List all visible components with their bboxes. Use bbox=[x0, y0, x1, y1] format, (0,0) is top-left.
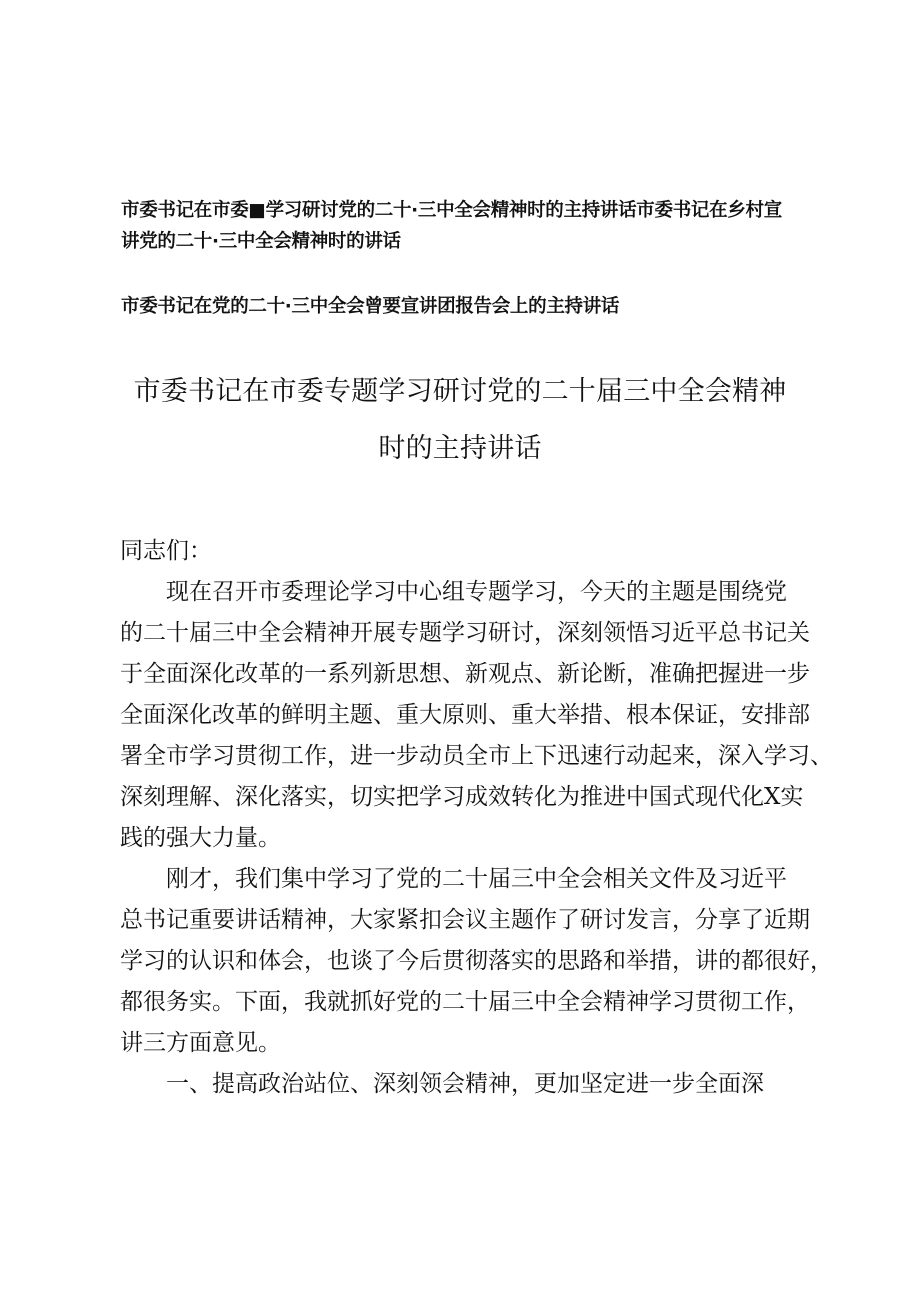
paragraph-line: 于全面深化改革的一系列新思想、新观点、新论断，准确把握进一步 bbox=[120, 661, 810, 687]
paragraph-line: 现在召开市委理论学习中心组专题学习，今天的主题是围绕党 bbox=[166, 579, 787, 605]
paragraph-2 bbox=[120, 859, 833, 1064]
section-heading-line: 一、提高政治站位、深刻领会精神，更加坚定进一步全面深 bbox=[166, 1071, 764, 1097]
paragraph-line: 都很务实。下面，我就抓好党的二十届三中全会精神学习贯彻工作， bbox=[120, 989, 810, 1015]
toc-entry-1-continued[interactable]: 讲党的二十·三中全会精神时的讲话 bbox=[121, 231, 401, 252]
section-heading-1 bbox=[120, 1064, 810, 1105]
paragraph-line: 讲三方面意见。 bbox=[120, 1030, 281, 1056]
paragraph-1 bbox=[120, 572, 833, 859]
document-body bbox=[120, 531, 833, 1105]
paragraph-line: 深刻理解、深化落实，切实把学习成效转化为推进中国式现代化X实 bbox=[120, 784, 804, 810]
toc-spacer bbox=[121, 257, 821, 291]
title-line-2: 时的主持讲话 bbox=[378, 433, 542, 464]
title-line-1: 市委书记在市委专题学习研讨党的二十届三中全会精神 bbox=[133, 376, 787, 407]
paragraph-line: 的二十届三中全会精神开展专题学习研讨，深刻领悟习近平总书记关 bbox=[120, 620, 810, 646]
toc-entry-2[interactable]: 市委书记在党的二十·三中全会曾要宣讲团报告会上的主持讲话 bbox=[121, 296, 620, 317]
table-of-contents bbox=[121, 195, 821, 322]
salutation: 同志们： bbox=[120, 538, 212, 564]
paragraph-line: 刚才，我们集中学习了党的二十届三中全会相关文件及习近平 bbox=[166, 866, 787, 892]
paragraph-line: 学习的认识和体会，也谈了今后贯彻落实的思路和举措，讲的都很好， bbox=[120, 948, 833, 974]
paragraph-line: 践的强大力量。 bbox=[120, 825, 281, 851]
paragraph-line: 总书记重要讲话精神，大家紧扣会议主题作了研讨发言，分享了近期 bbox=[120, 907, 810, 933]
document-title bbox=[120, 363, 800, 477]
paragraph-line: 全面深化改革的鲜明主题、重大原则、重大举措、根本保证，安排部 bbox=[120, 702, 810, 728]
toc-entry-1[interactable]: 市委书记在市委■学习研讨党的二十·三中全会精神时的主持讲话市委书记在乡村宣 bbox=[121, 200, 782, 221]
paragraph-line: 署全市学习贯彻工作，进一步动员全市上下迅速行动起来，深入学习、 bbox=[120, 743, 833, 769]
